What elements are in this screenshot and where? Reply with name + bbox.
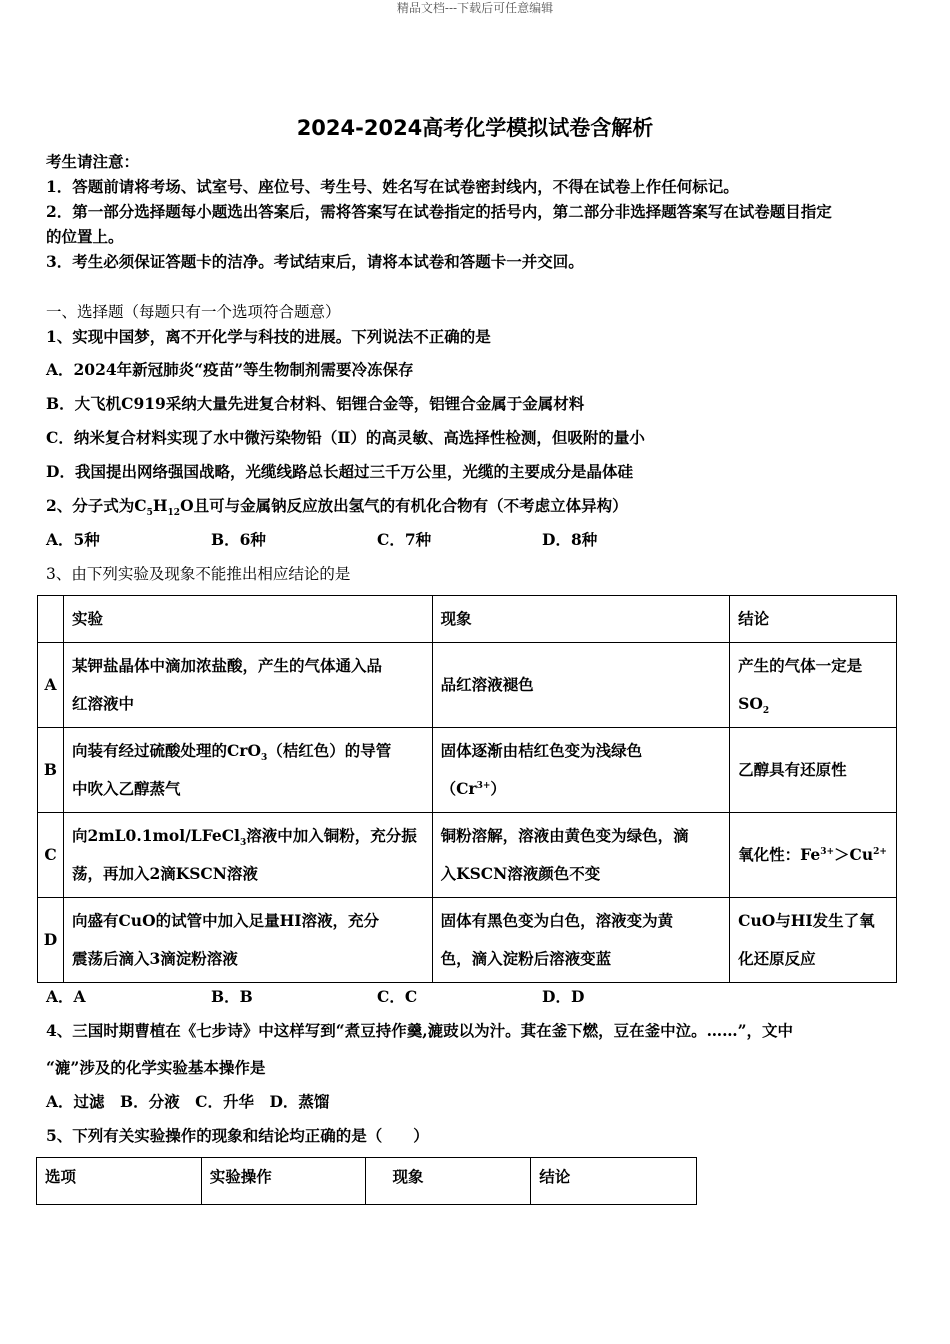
q5-stem: 5、下列有关实验操作的现象和结论均正确的是（ ） — [46, 1126, 429, 1145]
row-conclusion: 乙醇具有还原性 — [730, 728, 897, 813]
q2-stem: 2、分子式为$C_5H_{12}O$且可与金属钠反应放出氢气的有机化合物有（不考虑立体异构） — [46, 496, 628, 519]
row-phenomenon: 固体有黑色变为白色，溶液变为黄 色，滴入淀粉后溶液变蓝 — [432, 898, 730, 983]
q2-option-c: C．7种 — [377, 530, 432, 549]
table-row — [38, 643, 897, 728]
row-label: B — [38, 728, 64, 813]
notice-item-2: 2．第一部分选择题每小题选出答案后，需将答案写在试卷指定的括号内，第二部分非选择题答案写在试卷题目指定 — [46, 202, 832, 221]
table-row — [38, 813, 897, 898]
row-experiment: 向装有经过硫酸处理的CrO$_3$（桔红色）的导管 中吹入乙醇蒸气 — [63, 728, 432, 813]
row-phenomenon: 铜粉溶解，溶液由黄色变为绿色，滴 入KSCN溶液颜色不变 — [432, 813, 730, 898]
q3-stem: 3、由下列实验及现象不能推出相应结论的是 — [46, 565, 351, 583]
page-title: 2024-2024高考化学模拟试卷含解析 — [296, 116, 654, 140]
q1-option-d: D．我国提出网络强国战略，光缆线路总长超过三千万公里，光缆的主要成分是晶体硅 — [46, 462, 633, 481]
page-header: 精品文档---下载后可任意编辑 — [396, 1, 554, 15]
q2-option-b: B．6种 — [211, 530, 266, 549]
row-conclusion: 产生的气体一定是 $SO_2$ — [730, 643, 897, 728]
row-label: D — [38, 898, 64, 983]
row-experiment: 某钾盐晶体中滴加浓盐酸，产生的气体通入品 红溶液中 — [63, 643, 432, 728]
q4-stem-line1: 4、三国时期曹植在《七步诗》中这样写到“煮豆持作羹,漉豉以为汁。萁在釜下燃，豆在釜中泣。……”，文中 — [46, 1021, 794, 1040]
header-blank-cell — [38, 596, 64, 643]
row-label: C — [38, 813, 64, 898]
table-row — [38, 728, 897, 813]
table-header-row — [38, 596, 897, 643]
table-row — [38, 898, 897, 983]
notice-item-3: 3．考生必须保证答题卡的洁净。考试结束后，请将本试卷和答题卡一并交回。 — [46, 252, 584, 271]
q5-table — [36, 1157, 697, 1205]
row-conclusion: CuO与HI发生了氧 化还原反应 — [730, 898, 897, 983]
header-phenomenon: 现象 — [366, 1158, 531, 1205]
q4-stem-line2: “漉”涉及的化学实验基本操作是 — [46, 1058, 266, 1077]
q4-options: A．过滤 B．分液 C．升华 D．蒸馏 — [46, 1092, 330, 1111]
row-experiment: 向2mL0.1mol/LFeCl$_3$溶液中加入铜粉，充分振 荡，再加入2滴KSCN溶液 — [63, 813, 432, 898]
q1-option-c: C．纳米复合材料实现了水中微污染物铅（Ⅱ）的高灵敏、高选择性检测，但吸附的量小 — [46, 428, 645, 447]
q3-option-b: B．B — [211, 987, 253, 1006]
row-phenomenon: 品红溶液褪色 — [432, 643, 730, 728]
header-experiment: 实验 — [63, 596, 432, 643]
header-conclusion: 结论 — [730, 596, 897, 643]
q3-table — [37, 595, 897, 983]
section-heading: 一、选择题（每题只有一个选项符合题意） — [46, 303, 341, 321]
q1-stem: 1、实现中国梦，离不开化学与科技的进展。下列说法不正确的是 — [46, 327, 491, 346]
q2-option-a: A．5种 — [46, 530, 100, 549]
row-experiment: 向盛有CuO的试管中加入足量HI溶液，充分 震荡后滴入3滴淀粉溶液 — [63, 898, 432, 983]
q3-option-a: A．A — [46, 987, 86, 1006]
q3-option-c: C．C — [377, 987, 418, 1006]
header-conclusion: 结论 — [531, 1158, 697, 1205]
q2-option-d: D．8种 — [542, 530, 598, 549]
header-operation: 实验操作 — [201, 1158, 366, 1205]
row-conclusion: 氧化性：$Fe^{3+}>Cu^{2+}$ — [730, 813, 897, 898]
q1-option-a: A．2024年新冠肺炎“疫苗”等生物制剂需要冷冻保存 — [46, 360, 414, 379]
row-phenomenon: 固体逐渐由桔红色变为浅绿色 $(Cr^{3+})$ — [432, 728, 730, 813]
header-option: 选项 — [37, 1158, 202, 1205]
q1-option-b: B．大飞机C919采纳大量先进复合材料、铝锂合金等，铝锂合金属于金属材料 — [46, 394, 585, 413]
notice-item-1: 1．答题前请将考场、试室号、座位号、考生号、姓名写在试卷密封线内，不得在试卷上作任何标记。 — [46, 177, 739, 196]
table-header-row — [37, 1158, 697, 1205]
header-phenomenon: 现象 — [432, 596, 730, 643]
q3-option-d: D．D — [542, 987, 585, 1006]
row-label: A — [38, 643, 64, 728]
notice-heading: 考生请注意： — [46, 152, 140, 171]
notice-item-2-cont: 的位置上。 — [46, 227, 124, 246]
